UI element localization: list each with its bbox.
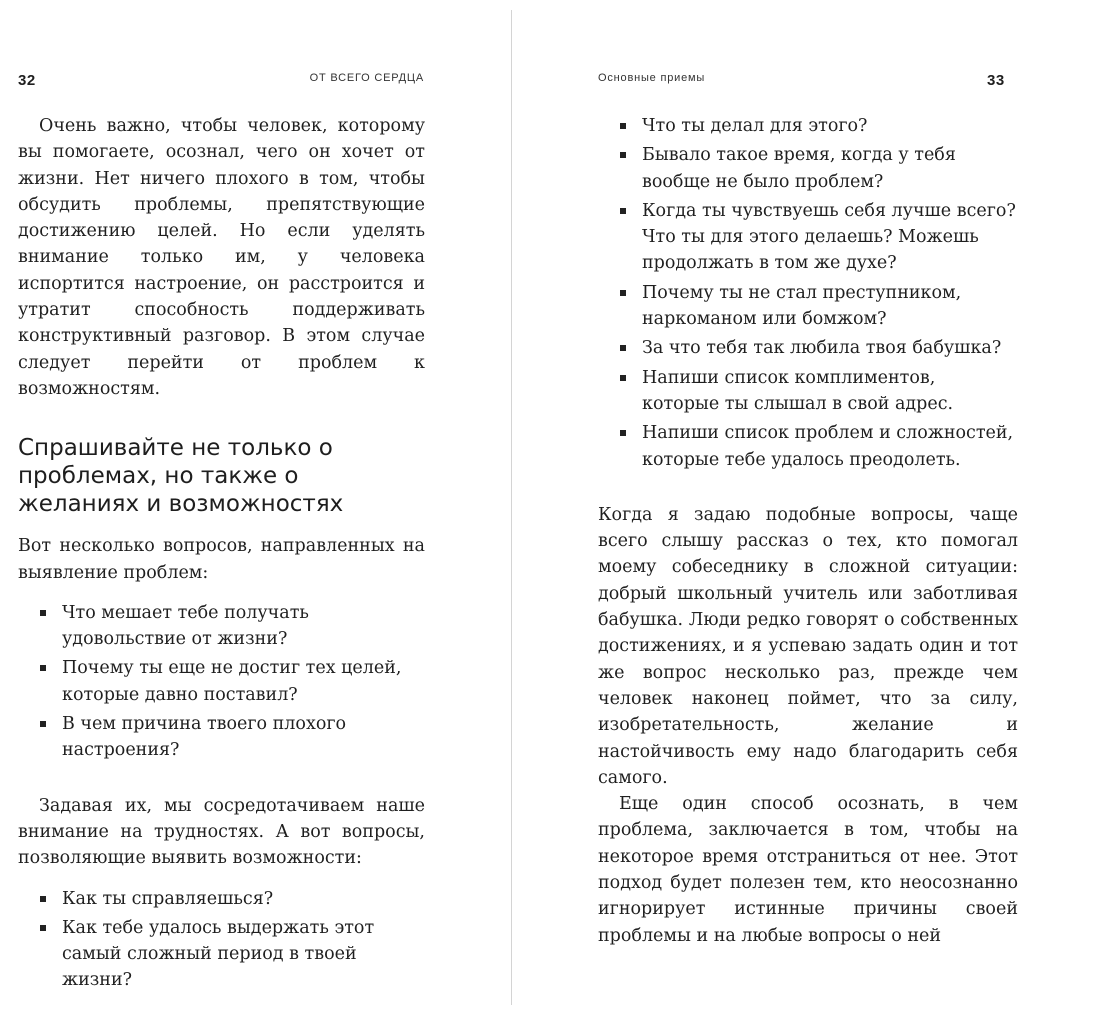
page-number: 33: [987, 72, 1005, 89]
section-heading: Спрашивайте не только о проблемах, но также о желаниях и возможностях: [18, 435, 344, 518]
body-paragraph-2: Еще один способ осознать, в чем проблема, заключается в том, чтобы на некоторое время отстраниться от нее. Этот подход будет полезен тем, кто неосознанно игнорирует истинные причины своей проблемы и на любые вопросы о ней: [598, 794, 1018, 946]
bullet-icon: [620, 123, 626, 129]
opportunity-questions-list: [18, 886, 425, 994]
list-item: Бывало такое время, когда у тебя вообще не было проблем?: [598, 142, 1018, 195]
left-page: [0, 0, 512, 1011]
list-item: Как тебе удалось выдержать этот самый сложный период в твоей жизни?: [18, 915, 425, 994]
bullet-icon: [40, 721, 46, 727]
bullet-icon: [620, 208, 626, 214]
bullet-icon: [40, 925, 46, 931]
questions-list: [598, 113, 1018, 473]
list-item: Когда ты чувствуешь себя лучше всего? Что ты для этого делаешь? Можешь продолжать в том же духе?: [598, 198, 1018, 277]
list-item: Почему ты еще не достиг тех целей, которые давно поставил?: [18, 655, 425, 708]
list-item: Напиши список проблем и сложностей, которые тебе удалось преодолеть.: [598, 420, 1018, 473]
list-item: Как ты справляешься?: [18, 886, 425, 912]
running-head: ОТ ВСЕГО СЕРДЦА: [309, 72, 424, 84]
page-number: 32: [18, 72, 36, 89]
list-item: Напиши список комплиментов, которые ты слышал в свой адрес.: [598, 365, 1018, 418]
bullet-icon: [620, 345, 626, 351]
bullet-icon: [620, 375, 626, 381]
list-item: Что ты делал для этого?: [598, 113, 1018, 139]
bullet-icon: [620, 430, 626, 436]
body-paragraph-1: Когда я задаю подобные вопросы, чаще всего слышу рассказ о тех, кто помогал моему собеседнику в сложной ситуации: добрый школьный учитель или заботливая бабушка. Люди редко говорят о собственных достижениях, и я успеваю задать один и тот же вопрос несколько раз, прежде чем человек наконец поймет, что за силу, изобретательность, желание и настойчивость ему надо благодарить себя самого.: [598, 504, 1018, 788]
intro-paragraph: Очень важно, чтобы человек, которому вы помогаете, осознал, чего он хочет от жизни. Нет ничего плохого в том, чтобы обсудить проблемы, препятствующие достижению целей. Но если уделять внимание только им, у человека испортится настроение, он расстроится и утратит способность поддерживать конструктивный разговор. В этом случае следует перейти от проблем к возможностям.: [18, 116, 425, 399]
running-head: Основные приемы: [598, 72, 706, 84]
problems-lead-paragraph: Вот несколько вопросов, направленных на выявление проблем:: [18, 536, 425, 583]
list-item: Что мешает тебе получать удовольствие от жизни?: [18, 600, 425, 653]
list-item: В чем причина твоего плохого настроения?: [18, 711, 425, 764]
list-item: Почему ты не стал преступником, наркоманом или бомжом?: [598, 280, 1018, 333]
bullet-icon: [40, 610, 46, 616]
right-text-column: [598, 113, 1018, 949]
bullet-icon: [40, 896, 46, 902]
left-text-column: [18, 113, 425, 997]
problem-questions-list: [18, 600, 425, 764]
bullet-icon: [620, 152, 626, 158]
opportunities-lead-paragraph: Задавая их, мы сосредотачиваем наше внимание на трудностях. А вот вопросы, позволяющие выявить возможности:: [18, 795, 425, 869]
right-page: [512, 0, 1096, 1011]
bullet-icon: [620, 290, 626, 296]
bullet-icon: [40, 665, 46, 671]
list-item: За что тебя так любила твоя бабушка?: [598, 335, 1018, 361]
